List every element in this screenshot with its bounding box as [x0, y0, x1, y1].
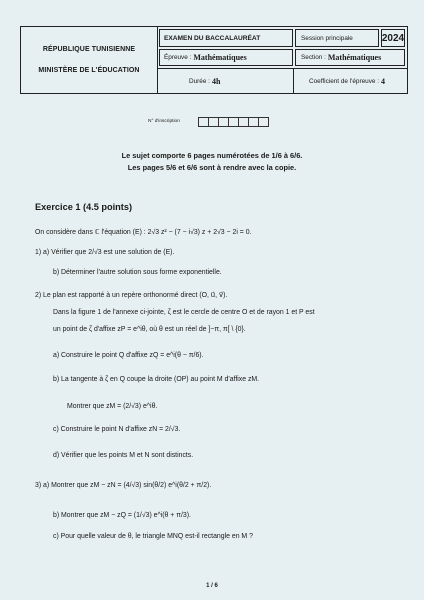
question-2a: a) Construire le point Q d'affixe zQ = e^i(θ − π/6).	[53, 352, 204, 359]
question-1a: 1) a) Vérifier que 2/√3 est une solution de (E).	[35, 249, 175, 256]
question-2: 2) Le plan est rapporté à un repère orthonormé direct (O, u⃗, v⃗).	[35, 292, 228, 299]
duration-label: Durée :	[189, 77, 210, 85]
notice-line-2: Les pages 5/6 et 6/6 sont à rendre avec la copie.	[127, 163, 297, 172]
epreuve-field	[159, 49, 293, 66]
section-field	[295, 49, 405, 66]
exercise-title: Exercice 1 (4.5 points)	[35, 202, 133, 212]
session-label: Session principale	[295, 29, 379, 47]
coefficient-label: Coefficient de l'épreuve :	[309, 77, 380, 85]
coefficient-value: 4	[381, 76, 386, 86]
section-value: Mathématiques	[327, 53, 382, 62]
question-2b-show: Montrer que zM = (2/√3) e^iθ.	[67, 403, 158, 410]
ministry-label: MINISTÈRE DE L'ÉDUCATION	[38, 67, 140, 74]
institution-block	[21, 27, 158, 93]
question-3c: c) Pour quelle valeur de θ, le triangle MNQ est-il rectangle en M ?	[53, 533, 253, 540]
divider	[293, 68, 294, 93]
page-number: 1 / 6	[206, 583, 218, 589]
epreuve-label: Épreuve :	[164, 54, 192, 61]
exam-header	[20, 26, 408, 94]
duration-value: 4h	[211, 76, 221, 86]
question-2c: c) Construire le point N d'affixe zN = 2/√3.	[53, 426, 181, 433]
coefficient-field	[295, 71, 405, 91]
year-label: 2024	[381, 29, 405, 47]
question-3b: b) Montrer que zM − zQ = (1/√3) e^i(θ + π/3).	[53, 512, 191, 519]
question-2d: d) Vérifier que les points M et N sont distincts.	[53, 452, 194, 459]
question-2-line-1: Dans la figure 1 de l'annexe ci-jointe, ζ est le cercle de centre O et de rayon 1 et P est	[53, 309, 315, 316]
divider	[157, 68, 407, 69]
inscription-box[interactable]	[258, 117, 269, 127]
exercise-intro: On considère dans ℂ l'équation (E) : 2√3 z² − (7 − i√3) z + 2√3 − 2i = 0.	[35, 229, 252, 236]
section-label: Section :	[301, 54, 326, 61]
question-3a: 3) a) Montrer que zM − zN = (4/√3) sin(θ/2) e^i(θ/2 + π/2).	[35, 482, 212, 489]
exam-label: EXAMEN DU BACCALAURÉAT	[159, 29, 293, 47]
duration-field	[159, 71, 293, 91]
notice-line-1: Le sujet comporte 6 pages numérotées de 1/6 à 6/6.	[121, 151, 303, 160]
inscription-boxes[interactable]	[199, 117, 269, 127]
epreuve-value: Mathématiques	[193, 53, 247, 62]
question-2-line-2: un point de ζ d'affixe zP = e^iθ, où θ est un réel de ]−π, π[ \ {0}.	[53, 326, 246, 333]
question-2b: b) La tangente à ζ en Q coupe la droite (OP) au point M d'affixe zM.	[53, 376, 260, 383]
inscription-label: N° d'inscription	[148, 119, 180, 124]
republic-label: RÉPUBLIQUE TUNISIENNE	[42, 46, 136, 53]
question-1b: b) Déterminer l'autre solution sous forme exponentielle.	[53, 269, 222, 276]
